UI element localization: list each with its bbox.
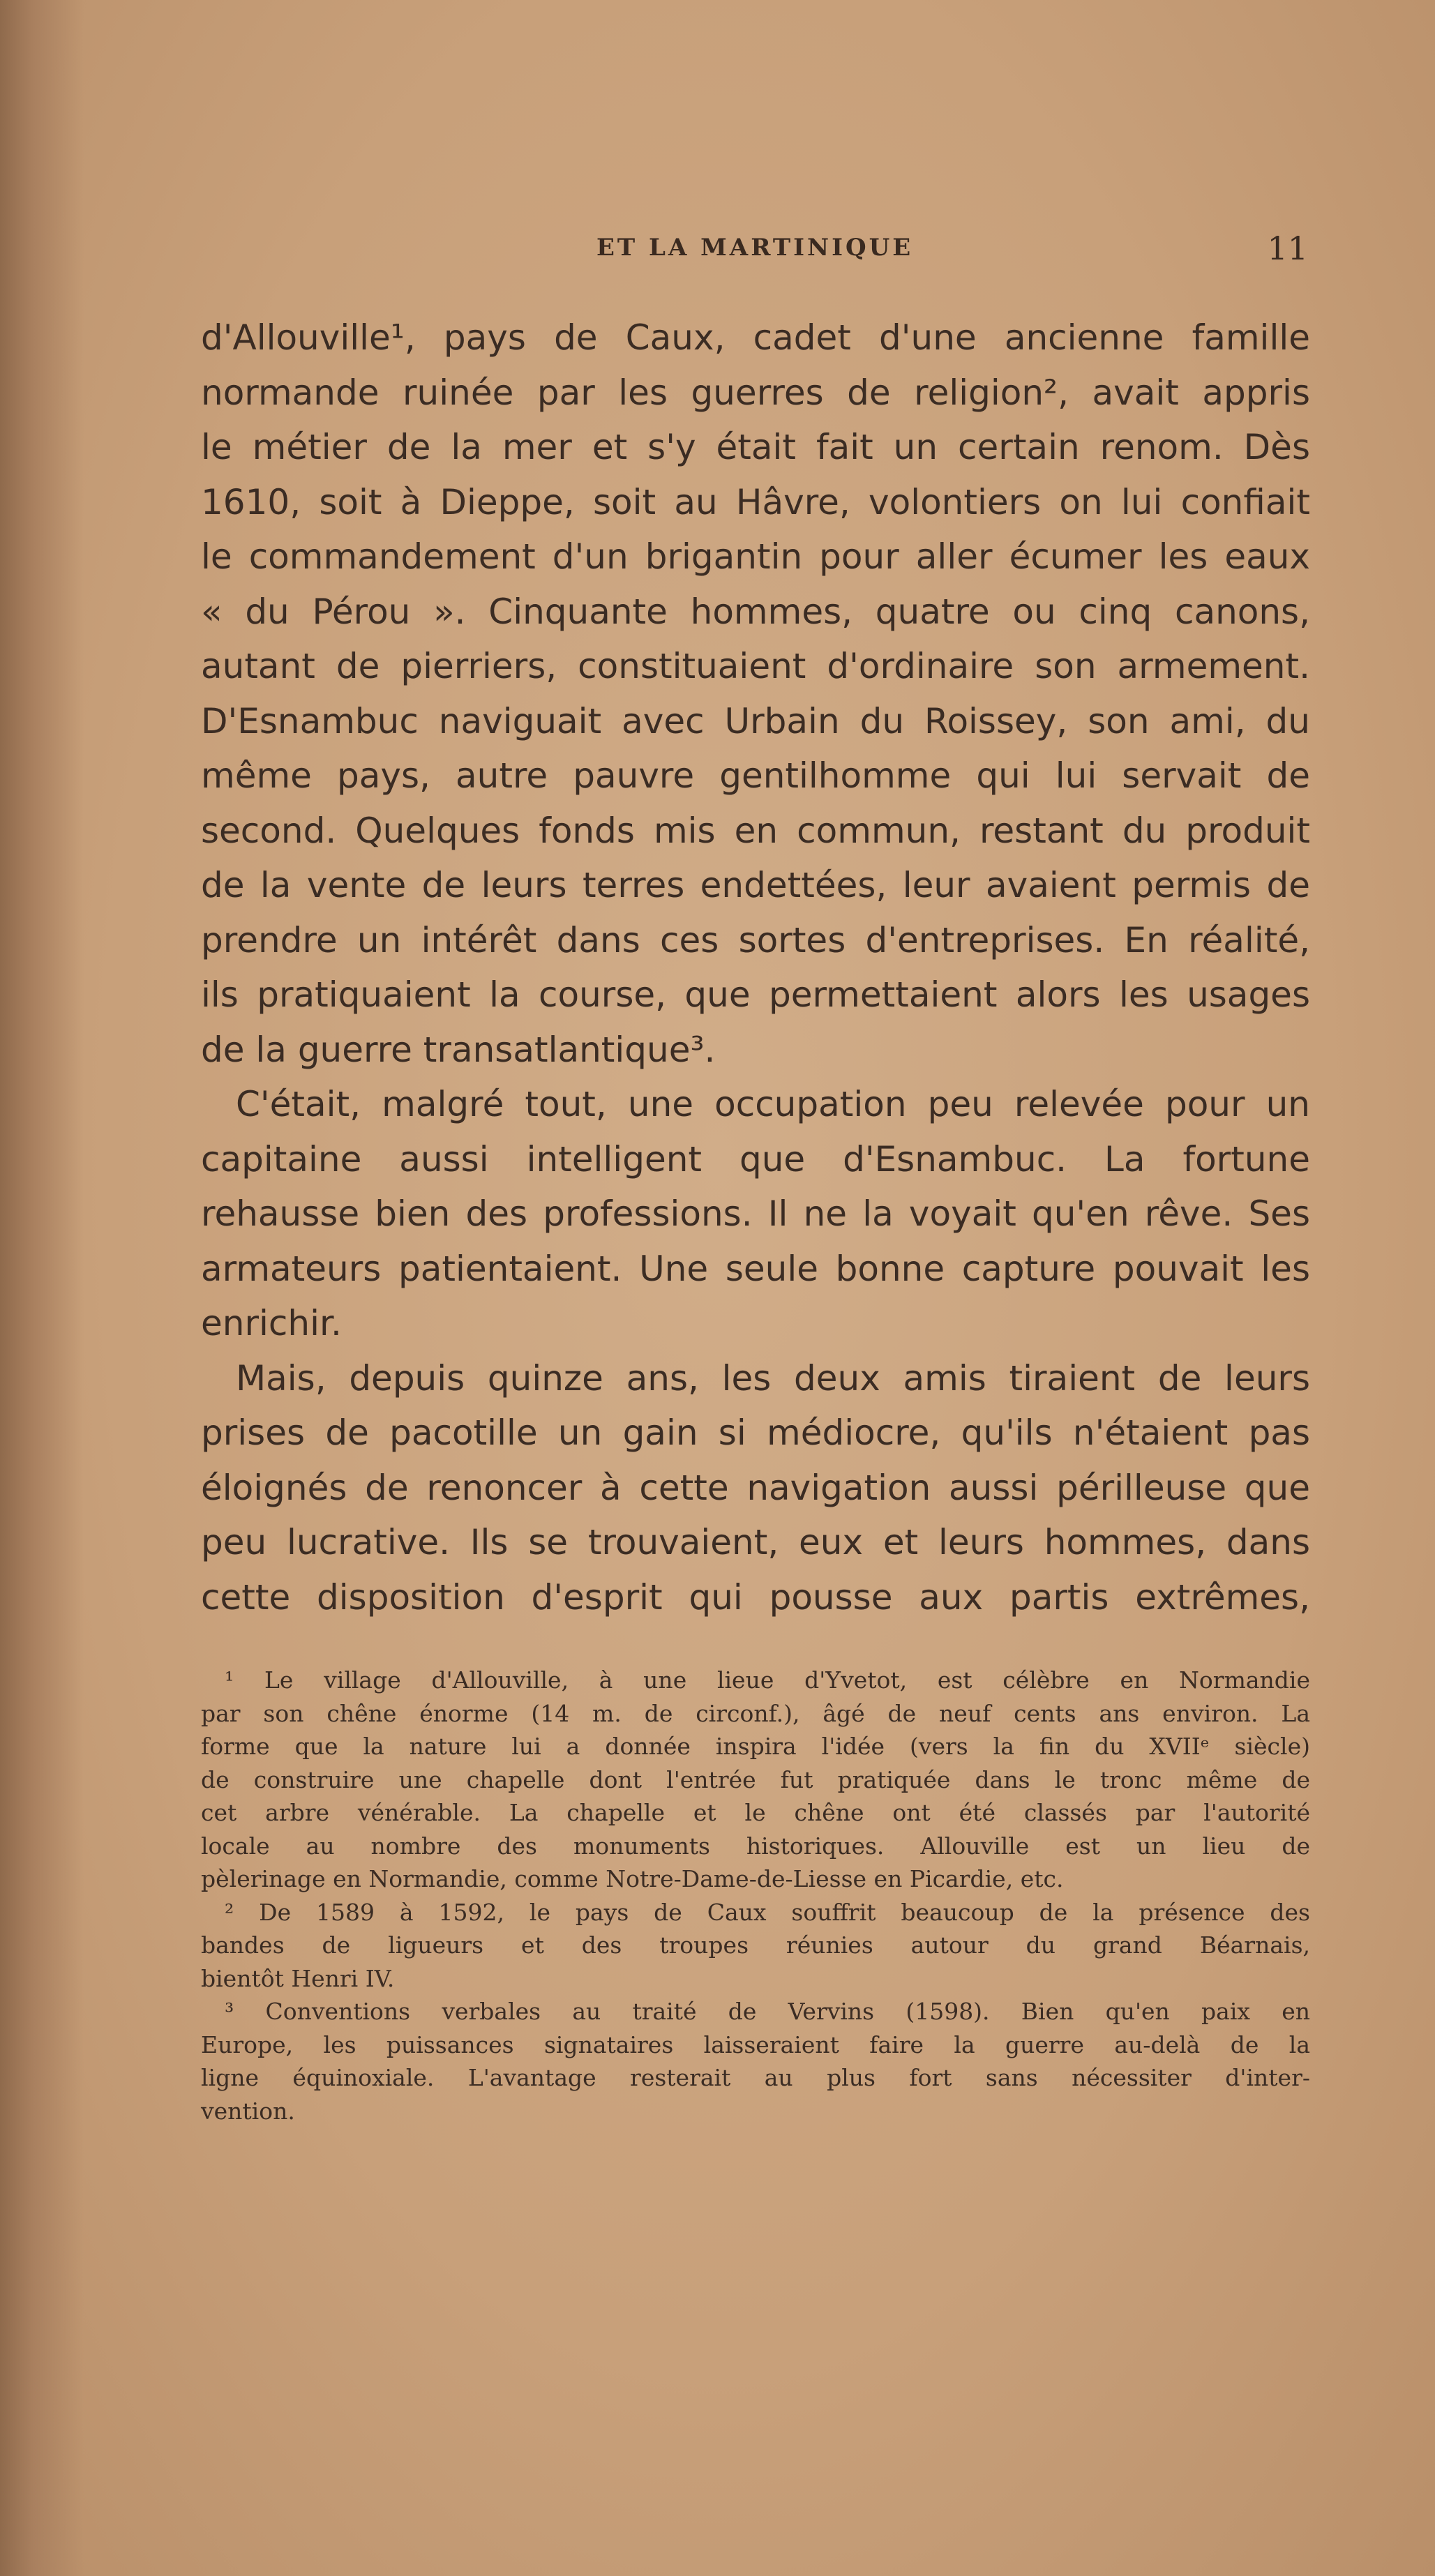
footnote-line: ² De 1589 à 1592, le pays de Caux souffrit beaucoup de la présence des — [225, 1898, 1310, 1926]
body-line: C'était, malgré tout, une occupation peu relevée pour un — [236, 1084, 1310, 1124]
footnote-line: pèlerinage en Normandie, comme Notre-Dame-de-Liesse en Picardie, etc. — [201, 1865, 1064, 1892]
footnote-line: par son chêne énorme (14 m. de circonf.), âgé de neuf cents ans environ. La — [201, 1699, 1310, 1727]
footnotes — [201, 1664, 1310, 2127]
body-line: le métier de la mer et s'y était fait un certain renom. Dès — [201, 427, 1310, 467]
body-line: second. Quelques fonds mis en commun, restant du produit — [201, 810, 1310, 851]
body-line: de la vente de leurs terres endettées, leur avaient permis de — [201, 865, 1310, 905]
body-line: D'Esnambuc naviguait avec Urbain du Roissey, son ami, du — [201, 700, 1310, 741]
footnote-line: locale au nombre des monuments historiques. Allouville est un lieu de — [201, 1832, 1310, 1860]
body-line: peu lucrative. Ils se trouvaient, eux et leurs hommes, dans — [201, 1522, 1310, 1562]
body-line: normande ruinée par les guerres de religion², avait appris — [201, 372, 1310, 413]
footnote-line: forme que la nature lui a donnée inspira l'idée (vers la fin du XVIIᵉ siècle) — [201, 1733, 1310, 1760]
body-line: Mais, depuis quinze ans, les deux amis tiraient de leurs — [236, 1357, 1310, 1399]
body-line: rehausse bien des professions. Il ne la voyait qu'en rêve. Ses — [201, 1193, 1310, 1234]
body-line: même pays, autre pauvre gentilhomme qui lui servait de — [201, 755, 1310, 796]
body-text — [201, 310, 1310, 1625]
body-line: autant de pierriers, constituaient d'ordinaire son armement. — [201, 646, 1310, 686]
footnote-line: cet arbre vénérable. La chapelle et le chêne ont été classés par l'autorité — [201, 1799, 1310, 1826]
footnote-line: ligne équinoxiale. L'avantage resterait au plus fort sans nécessiter d'inter- — [201, 2064, 1310, 2091]
footnote-line: Europe, les puissances signataires laisseraient faire la guerre au-delà de la — [201, 2031, 1310, 2058]
footnote-line: bientôt Henri IV. — [201, 1964, 395, 1992]
footnote-line: bandes de ligueurs et des troupes réunies autour du grand Béarnais, — [201, 1931, 1310, 1959]
running-title: ET LA MARTINIQUE — [596, 234, 914, 262]
footnote-line: vention. — [201, 2097, 295, 2125]
page-number: 11 — [1267, 229, 1308, 267]
body-line: « du Pérou ». Cinquante hommes, quatre ou cinq canons, — [201, 591, 1310, 632]
body-line: capitaine aussi intelligent que d'Esnambuc. La fortune — [201, 1138, 1310, 1180]
footnote-line: ¹ Le village d'Allouville, à une lieue d'Yvetot, est célèbre en Normandie — [225, 1666, 1310, 1694]
body-line: le commandement d'un brigantin pour aller écumer les eaux — [201, 536, 1310, 577]
body-line: éloignés de renoncer à cette navigation aussi périlleuse que — [201, 1467, 1310, 1508]
running-head — [202, 229, 1308, 276]
body-line: enrichir. — [201, 1303, 342, 1343]
body-line: prises de pacotille un gain si médiocre, qu'ils n'étaient pas — [201, 1413, 1310, 1453]
body-line: armateurs patientaient. Une seule bonne capture pouvait les — [201, 1248, 1310, 1289]
body-line: de la guerre transatlantique³. — [201, 1029, 716, 1070]
footnote-line: ³ Conventions verbales au traité de Vervins (1598). Bien qu'en paix en — [225, 1998, 1310, 2025]
footnote-line: de construire une chapelle dont l'entrée fut pratiquée dans le tronc même de — [201, 1765, 1310, 1793]
body-line: prendre un intérêt dans ces sortes d'entreprises. En réalité, — [201, 919, 1310, 961]
spine-shadow — [0, 0, 84, 2576]
body-line: 1610, soit à Dieppe, soit au Hâvre, volontiers on lui confiait — [201, 481, 1310, 522]
body-line: cette disposition d'esprit qui pousse aux partis extrêmes, — [201, 1576, 1310, 1618]
body-line: ils pratiquaient la course, que permettaient alors les usages — [201, 974, 1310, 1015]
body-line: d'Allouville¹, pays de Caux, cadet d'une ancienne famille — [201, 317, 1310, 358]
